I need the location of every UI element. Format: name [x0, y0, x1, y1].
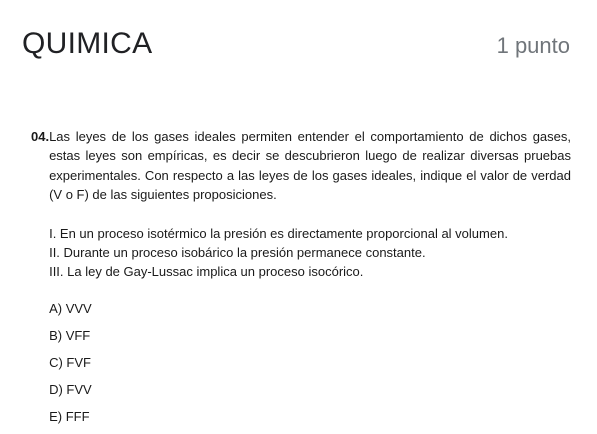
statement-item: II. Durante un proceso isobárico la presión permanece constante. [49, 245, 426, 261]
question-body [49, 127, 571, 434]
option-d: D) FVV [49, 381, 92, 397]
option-a: A) VVV [49, 300, 92, 316]
question-row [31, 127, 571, 434]
question-number: 04. [31, 129, 50, 144]
statement-item: I. En un proceso isotérmico la presión es directamente proporcional al volumen. [49, 225, 508, 241]
statement-item: III. La ley de Gay-Lussac implica un proceso isocórico. [49, 264, 364, 280]
points-label: 1 punto [496, 33, 570, 58]
option-e: E) FFF [49, 408, 90, 424]
question-intro: Las leyes de los gases ideales permiten entender el comportamiento de dichos gases, estas leyes son empíricas, es decir se descubrieron luego de realizar diversas pruebas experimentales. Con respecto a las leyes de los gases ideales, indique el valor de verdad (V o F) de las siguientes proposiciones. [49, 129, 571, 203]
answer-options [49, 299, 571, 434]
option-b: B) VFF [49, 327, 91, 343]
question-block [31, 127, 571, 434]
section-title: QUIMICA [22, 27, 153, 60]
option-c: C) FVF [49, 354, 91, 370]
question-header [0, 0, 597, 90]
statement-list [49, 224, 571, 282]
